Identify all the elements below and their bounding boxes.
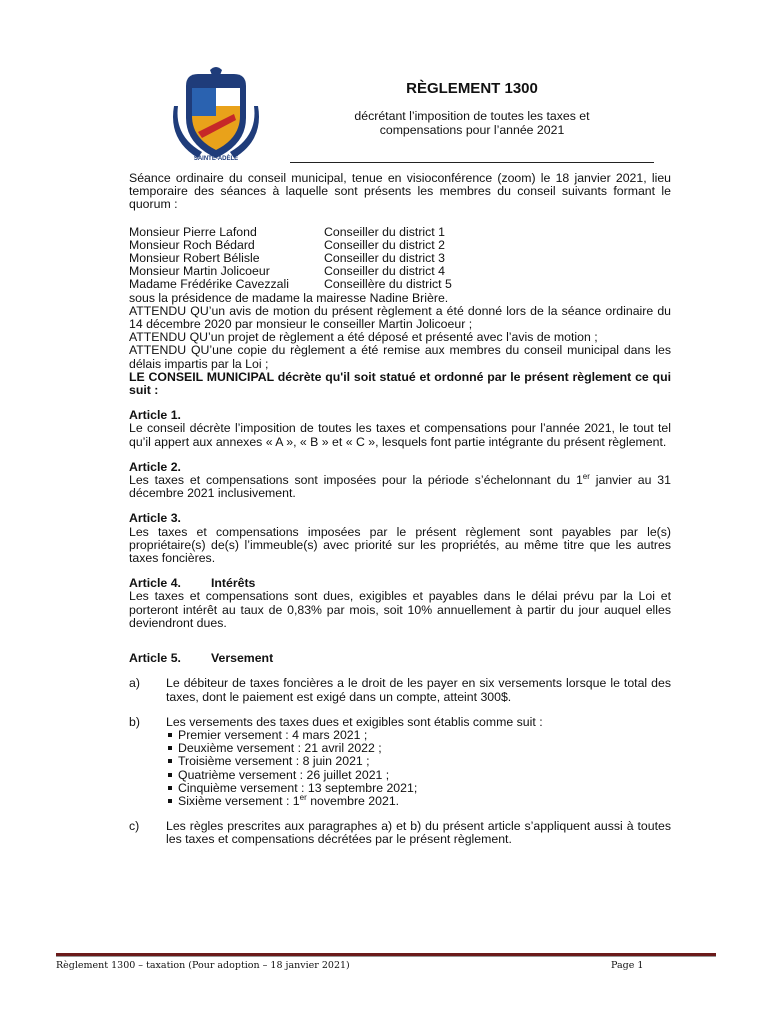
article-5-item-b (129, 716, 671, 808)
article-2 (129, 461, 671, 501)
presidence-paragraph: sous la présidence de madame la mairesse Nadine Brière. (129, 290, 449, 305)
footer-divider (56, 953, 716, 957)
footer-page-number: Page 1 (611, 960, 644, 971)
intro-paragraph: Séance ordinaire du conseil municipal, tenue en visioconférence (zoom) le 18 janvier 2021, lieu temporaire des séances à laquelle sont présents les membres du conseil suivants formant le quorum : (129, 171, 671, 212)
document-title: RÈGLEMENT 1300 (406, 80, 538, 97)
subtitle-line-2: compensations pour l’année 2021 (379, 123, 565, 137)
list-item: Sixième versement : 1er novembre 2021. (166, 795, 671, 808)
document-subtitle (290, 109, 654, 137)
article-4 (129, 577, 671, 630)
item-text: Les versements des taxes dues et exigibles sont établis comme suit : (166, 714, 543, 729)
article-4-heading: Article 4. Intérêts (129, 576, 256, 591)
crest-label: SAINTE-ADÈLE (193, 156, 239, 162)
member-role: Conseiller du district 2 (324, 237, 445, 252)
list-item: Troisième versement : 8 juin 2021 ; (166, 755, 671, 768)
member-name: Monsieur Martin Jolicoeur (129, 264, 270, 279)
member-name: Monsieur Robert Bélisle (129, 251, 260, 266)
member-role: Conseiller du district 4 (324, 264, 445, 279)
list-item: Deuxième versement : 21 avril 2022 ; (166, 742, 671, 755)
member-role: Conseiller du district 1 (324, 224, 445, 239)
footer-document-reference: Règlement 1300 – taxation (Pour adoption – 18 janvier 2021) (56, 960, 350, 971)
attendu-paragraph-1: ATTENDU QU’un avis de motion du présent règlement a été donné lors de la séance ordinaire du 14 décembre 2020 par monsieur le conseiller Martin Jolicoeur ; (129, 303, 671, 332)
subtitle-line-1: décrétant l’imposition de toutes les taxes et (354, 109, 590, 123)
versement-list (166, 729, 671, 808)
municipal-crest-logo (172, 66, 260, 162)
article-5-heading: Article 5. Versement (129, 651, 274, 666)
article-3-text: Les taxes et compensations imposées par le présent règlement sont payables par le(s) propriétaire(s) de(s) l’immeuble(s) avec priorité sur les propriétés, au même titre que les autres taxes foncières. (129, 524, 671, 566)
title-divider (290, 162, 654, 163)
member-name: Monsieur Roch Bédard (129, 237, 255, 252)
item-label: c) (129, 819, 140, 834)
article-3 (129, 512, 671, 565)
document-body (129, 172, 671, 847)
article-3-heading: Article 3. (129, 511, 181, 526)
article-5-item-a (129, 677, 671, 703)
article-1 (129, 409, 671, 449)
article-4-text: Les taxes et compensations sont dues, exigibles et payables dans le délai prévu par la Loi et porteront intérêt au taux de 0,83% par mois, soit 10% annuellement à partir du jour auquel elles deviendront dues. (129, 589, 671, 630)
item-text: Le débiteur de taxes foncières a le droit de les payer en six versements lorsque le total des taxes, dont le paiement est exigé dans un compte, atteint 300$. (166, 676, 671, 704)
attendu-paragraph-2: ATTENDU QU’un projet de règlement a été déposé et présenté avec l’avis de motion ; (129, 330, 598, 345)
attendu-paragraph-3: ATTENDU QU’une copie du règlement a été remise aux membres du conseil municipal dans les délais impartis par la Loi ; (129, 343, 671, 371)
article-5 (129, 652, 671, 846)
list-item: Quatrième versement : 26 juillet 2021 ; (166, 769, 671, 782)
member-name: Monsieur Pierre Lafond (129, 224, 257, 239)
member-name: Madame Frédérike Cavezzali (129, 277, 289, 292)
item-label: b) (129, 714, 140, 729)
article-1-text: Le conseil décrète l’imposition de toutes les taxes et compensations pour l’année 2021, le tout tel qu’il appert aux annexes « A », « B » et « C », lesquels font partie intégrante du présent règlement. (129, 421, 671, 449)
council-members (129, 226, 671, 292)
list-item: Cinquième versement : 13 septembre 2021; (166, 782, 671, 795)
decree-paragraph: LE CONSEIL MUNICIPAL décrète qu'il soit statué et ordonné par le présent règlement ce qui suit : (129, 369, 671, 398)
member-role: Conseiller du district 3 (324, 251, 445, 266)
member-role: Conseillère du district 5 (324, 277, 452, 292)
list-item: Premier versement : 4 mars 2021 ; (166, 729, 671, 742)
item-label: a) (129, 676, 140, 691)
article-1-heading: Article 1. (129, 408, 181, 423)
article-2-heading: Article 2. (129, 459, 181, 474)
article-2-text: Les taxes et compensations sont imposées pour la période s’échelonnant du 1er janvier au 31 décembre 2021 inclusivement. (129, 471, 671, 501)
item-text: Les règles prescrites aux paragraphes a) et b) du présent article s’appliquent aussi à toutes les taxes et compensations décrétées par le présent règlement. (166, 819, 671, 847)
article-5-item-c (129, 820, 671, 846)
